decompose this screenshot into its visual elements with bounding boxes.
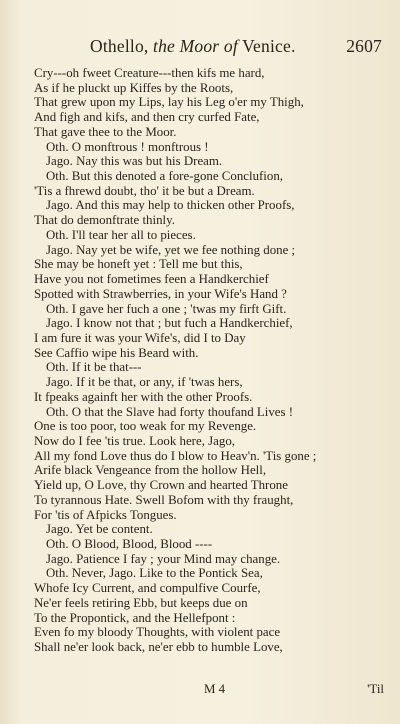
- catchword: 'Til: [367, 682, 384, 696]
- page-footer: [34, 682, 384, 698]
- text-line: 'Tis a fhrewd doubt, tho' it be but a Dream.: [34, 183, 255, 198]
- text-line: Oth. I gave her fuch a one ; 'twas my firft Gift.: [46, 301, 287, 316]
- text-line: Now do I fee 'tis true. Look here, Jago,: [34, 433, 235, 448]
- text-line: Have you not fometimes feen a Handkerchief: [34, 272, 269, 287]
- text-line: To the Propontick, and the Hellefpont :: [34, 610, 236, 625]
- page-number: 2607: [346, 36, 382, 56]
- text-line: That do demonftrate thinly.: [34, 213, 175, 228]
- text-line: Oth. O monftrous ! monftrous !: [46, 139, 209, 154]
- running-header: [90, 36, 382, 58]
- text-line: Arife black Vengeance from the hollow Hell,: [34, 463, 267, 478]
- text-line: Ne'er feels retiring Ebb, but keeps due on: [34, 595, 248, 610]
- text-line: See Caffio wipe his Beard with.: [34, 345, 199, 360]
- text-line: Jago. If it be that, or any, if 'twas hers,: [46, 375, 243, 390]
- title-part-3: Venice.: [237, 36, 296, 56]
- text-line: She may be honeft yet : Tell me but this,: [34, 257, 243, 272]
- text-line: Oth. I'll tear her all to pieces.: [46, 227, 196, 242]
- signature-mark: M 4: [204, 682, 226, 696]
- title-part-2: the Moor of: [153, 36, 238, 56]
- play-text: [34, 66, 384, 655]
- text-line: Cry---oh fweet Creature---then kifs me hard,: [34, 66, 265, 80]
- text-line: Jago. Nay this was but his Dream.: [46, 154, 223, 169]
- text-line: All my fond Love thus do I blow to Heav'n. 'Tis gone ;: [34, 448, 317, 463]
- text-line: Jago. Patience I fay ; your Mind may change.: [46, 551, 281, 566]
- text-line: Jago. I know not that ; but fuch a Handkerchief,: [46, 316, 293, 331]
- text-line: Oth. If it be that---: [46, 360, 142, 375]
- text-line: Oth. O Blood, Blood, Blood ----: [46, 537, 213, 551]
- text-line: As if he pluckt up Kiffes by the Roots,: [34, 80, 234, 95]
- text-line: Oth. O that the Slave had forty thoufand Lives !: [46, 404, 294, 419]
- text-line: For 'tis of Afpicks Tongues.: [34, 507, 177, 522]
- text-line: It fpeaks againft her with the other Proofs.: [34, 389, 253, 404]
- text-line: Oth. But this denoted a fore-gone Conclufion,: [46, 169, 283, 184]
- running-title: [90, 36, 296, 57]
- text-line: Jago. Yet be content.: [46, 522, 153, 537]
- text-line: To tyrannous Hate. Swell Bofom with thy fraught,: [34, 492, 294, 507]
- text-line: Shall ne'er look back, ne'er ebb to humble Love,: [34, 640, 283, 655]
- text-line: One is too poor, too weak for my Revenge.: [34, 419, 257, 434]
- text-line: That gave thee to the Moor.: [34, 124, 177, 139]
- title-part-1: Othello,: [90, 36, 154, 56]
- text-line: Even fo my bloody Thoughts, with violent pace: [34, 625, 281, 640]
- text-line: Oth. Never, Jago. Like to the Pontick Sea,: [46, 566, 263, 581]
- text-line: Whofe Icy Current, and compulfive Courfe,: [34, 581, 261, 596]
- text-line: Spotted with Strawberries, in your Wife's Hand ?: [34, 286, 287, 301]
- text-line: Jago. And this may help to thicken other Proofs,: [46, 198, 295, 213]
- text-line: And figh and kifs, and then cry curfed Fate,: [34, 110, 260, 125]
- text-line: That grew upon my Lips, lay his Leg o'er my Thigh,: [34, 95, 304, 110]
- text-line: Jago. Nay yet be wife, yet we fee nothing done ;: [46, 242, 296, 257]
- text-line: Yield up, O Love, thy Crown and hearted Throne: [34, 478, 288, 493]
- text-line: I am fure it was your Wife's, did I to Day: [34, 330, 246, 345]
